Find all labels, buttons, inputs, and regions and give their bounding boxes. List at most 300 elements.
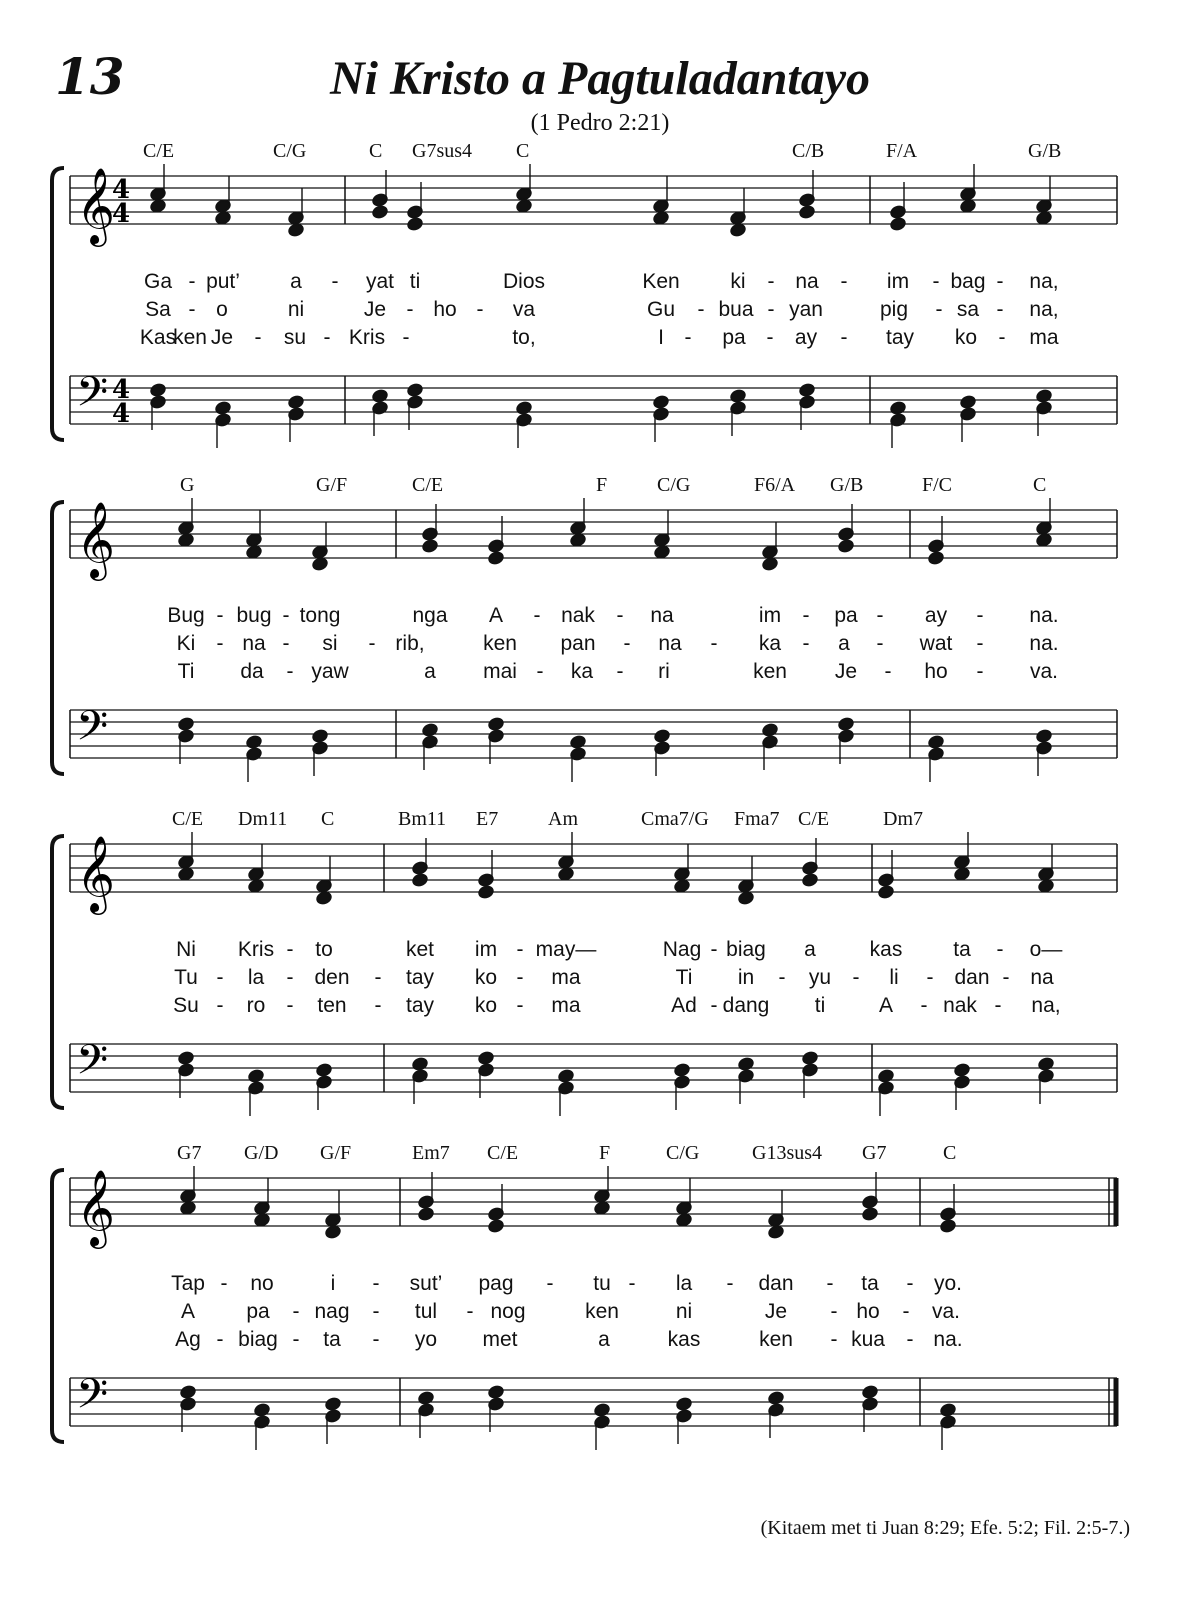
treble-note-head <box>488 551 505 566</box>
chord-symbol: C/E <box>172 808 204 830</box>
syllable-hyphen: - <box>1002 966 1010 989</box>
lyric-syllable: met <box>482 1328 518 1351</box>
lyric-syllable: ken <box>753 660 787 683</box>
syllable-hyphen: - <box>906 1272 914 1295</box>
syllable-hyphen: - <box>220 1272 228 1295</box>
lyric-syllable: A <box>180 1300 196 1323</box>
treble-note-head <box>676 1213 693 1228</box>
lyric-syllable: nag <box>314 1300 350 1323</box>
lyric-syllable: in <box>737 966 755 989</box>
lyric-verse-3 <box>0 1328 1200 1354</box>
lyric-syllable: Su <box>173 994 199 1017</box>
lyric-syllable: Sa <box>145 298 171 321</box>
syllable-hyphen: - <box>216 604 224 627</box>
bass-note-head <box>254 1403 271 1418</box>
music-system-2 <box>0 474 1200 784</box>
treble-note-head <box>178 867 195 882</box>
lyric-verse-3 <box>0 326 1200 352</box>
lyric-syllable: tay <box>405 994 435 1017</box>
syllable-hyphen: - <box>476 298 484 321</box>
lyric-syllable: na <box>242 632 266 655</box>
treble-note-head <box>954 867 971 882</box>
syllable-hyphen: - <box>684 326 692 349</box>
treble-note-head <box>418 1207 435 1222</box>
music-system-1 <box>0 140 1200 450</box>
treble-note-head <box>150 199 167 214</box>
lyric-syllable: va. <box>1029 660 1059 683</box>
music-system-3 <box>0 808 1200 1118</box>
lyric-syllable: ho <box>924 660 948 683</box>
lyric-syllable: na, <box>1029 270 1059 293</box>
syllable-hyphen: - <box>778 966 786 989</box>
lyric-syllable: im <box>886 270 910 293</box>
lyric-syllable: Ga <box>143 270 173 293</box>
syllable-hyphen: - <box>852 966 860 989</box>
bass-note-head <box>178 717 195 732</box>
syllable-hyphen: - <box>710 938 718 961</box>
lyric-syllable: Kris <box>348 326 386 349</box>
lyric-syllable: ti <box>814 994 826 1017</box>
lyric-syllable: wat <box>919 632 953 655</box>
syllable-hyphen: - <box>546 1272 554 1295</box>
treble-note-head <box>878 885 895 900</box>
lyric-syllable: nog <box>490 1300 526 1323</box>
syllable-hyphen: - <box>826 1272 834 1295</box>
lyric-syllable: na. <box>1029 604 1059 627</box>
bass-note-head <box>558 1069 575 1084</box>
lyric-syllable: la <box>675 1272 693 1295</box>
bass-clef-icon: 𝄢 <box>76 1370 109 1428</box>
chord-symbol: C <box>516 140 530 162</box>
lyric-syllable: pig <box>879 298 909 321</box>
treble-note-head <box>799 205 816 220</box>
treble-note-head <box>940 1219 957 1234</box>
bass-note-head <box>178 1051 195 1066</box>
lyric-syllable: ro <box>246 994 266 1017</box>
lyric-syllable: a <box>424 660 436 683</box>
lyric-syllable: tul <box>414 1300 438 1323</box>
lyric-syllable: na, <box>1029 298 1059 321</box>
treble-note-head <box>325 1225 342 1240</box>
syllable-hyphen: - <box>623 632 631 655</box>
lyric-syllable: to, <box>512 326 536 349</box>
syllable-hyphen: - <box>996 938 1004 961</box>
treble-note-head <box>1036 211 1053 226</box>
bass-note-head <box>954 1063 971 1078</box>
song-number: 13 <box>55 47 125 106</box>
chord-symbol: C <box>1033 474 1047 496</box>
lyric-syllable: Ki <box>176 632 196 655</box>
bass-note-head <box>799 383 816 398</box>
treble-note-head <box>674 879 691 894</box>
lyric-verse-1 <box>0 1272 1200 1298</box>
scripture-reference: (1 Pedro 2:21) <box>530 110 670 136</box>
lyric-syllable: ay <box>794 326 818 349</box>
lyric-syllable: put’ <box>206 270 240 293</box>
treble-note-head <box>654 545 671 560</box>
lyric-syllable: pa <box>722 326 746 349</box>
lyric-syllable: pa <box>834 604 858 627</box>
lyric-syllable: o— <box>1029 938 1063 961</box>
bass-note-head <box>412 1057 429 1072</box>
chord-symbol: C/E <box>798 808 830 830</box>
syllable-hyphen: - <box>516 994 524 1017</box>
treble-note-head <box>1038 879 1055 894</box>
syllable-hyphen: - <box>466 1300 474 1323</box>
syllable-hyphen: - <box>286 994 294 1017</box>
treble-note-head <box>1036 533 1053 548</box>
syllable-hyphen: - <box>368 632 376 655</box>
syllable-hyphen: - <box>292 1300 300 1323</box>
lyric-verse-1 <box>0 270 1200 296</box>
lyric-syllable: Je <box>210 326 234 349</box>
syllable-hyphen: - <box>976 660 984 683</box>
lyric-syllable: ma <box>551 994 581 1017</box>
song-title: Ni Kristo a Pagtuladantayo <box>329 52 871 105</box>
syllable-hyphen: - <box>802 632 810 655</box>
syllable-hyphen: - <box>216 994 224 1017</box>
syllable-hyphen: - <box>292 1328 300 1351</box>
syllable-hyphen: - <box>926 966 934 989</box>
lyric-syllable: dang <box>722 994 770 1017</box>
chord-symbol: C/G <box>273 140 307 162</box>
syllable-hyphen: - <box>976 604 984 627</box>
chord-symbol: F/A <box>886 140 918 162</box>
syllable-hyphen: - <box>935 298 943 321</box>
treble-note-head <box>928 551 945 566</box>
lyric-syllable: yat <box>365 270 395 293</box>
time-signature-top: 4 <box>112 375 131 405</box>
lyric-syllable: pag <box>478 1272 514 1295</box>
bass-note-head <box>478 1051 495 1066</box>
syllable-hyphen: - <box>286 660 294 683</box>
treble-note-head <box>312 557 329 572</box>
lyric-syllable: nak <box>561 604 595 627</box>
lyric-verse-2 <box>0 632 1200 658</box>
bass-note-head <box>594 1403 611 1418</box>
treble-clef-icon: 𝄞 <box>76 835 116 912</box>
lyric-syllable: su <box>283 326 307 349</box>
lyric-syllable: a <box>804 938 816 961</box>
lyric-syllable: ri <box>658 660 670 683</box>
syllable-hyphen: - <box>830 1300 838 1323</box>
treble-note-head <box>288 223 305 238</box>
syllable-hyphen: - <box>998 326 1006 349</box>
syllable-hyphen: - <box>767 298 775 321</box>
lyric-syllable: dan <box>954 966 990 989</box>
treble-note-head <box>372 205 389 220</box>
syllable-hyphen: - <box>994 994 1002 1017</box>
lyric-syllable: Je <box>363 298 387 321</box>
lyric-syllable: tay <box>405 966 435 989</box>
syllable-hyphen: - <box>533 604 541 627</box>
lyric-syllable: biag <box>238 1328 278 1351</box>
lyric-syllable: ni <box>287 298 305 321</box>
bass-note-head <box>372 389 389 404</box>
lyric-syllable: kua <box>851 1328 885 1351</box>
lyric-syllable: to <box>315 938 333 961</box>
bass-note-head <box>312 729 329 744</box>
chord-symbol: Em7 <box>412 1142 450 1164</box>
lyric-syllable: ta <box>953 938 971 961</box>
lyric-syllable: Tap <box>171 1272 205 1295</box>
bass-note-head <box>316 1063 333 1078</box>
bass-note-head <box>676 1397 693 1412</box>
treble-note-head <box>570 533 587 548</box>
lyric-syllable: ki <box>730 270 746 293</box>
lyric-verse-2 <box>0 298 1200 324</box>
lyric-syllable: Tu <box>174 966 198 989</box>
syllable-hyphen: - <box>628 1272 636 1295</box>
syllable-hyphen: - <box>374 994 382 1017</box>
lyric-syllable: tay <box>885 326 915 349</box>
bass-note-head <box>1038 1057 1055 1072</box>
bass-note-head <box>488 1385 505 1400</box>
bass-note-head <box>762 723 779 738</box>
lyric-syllable: yu <box>808 966 832 989</box>
lyric-verse-2 <box>0 966 1200 992</box>
syllable-hyphen: - <box>697 298 705 321</box>
bass-note-head <box>738 1057 755 1072</box>
lyric-syllable: pa <box>246 1300 270 1323</box>
lyric-syllable: sa <box>956 298 980 321</box>
syllable-hyphen: - <box>188 270 196 293</box>
treble-clef-icon: 𝄞 <box>76 501 116 578</box>
treble-note-head <box>316 891 333 906</box>
treble-note-head <box>838 539 855 554</box>
lyric-syllable: si <box>322 632 338 655</box>
lyric-syllable: bag <box>950 270 986 293</box>
lyric-syllable: a <box>598 1328 610 1351</box>
syllable-hyphen: - <box>286 938 294 961</box>
lyric-syllable: Ti <box>177 660 195 683</box>
treble-note-head <box>178 533 195 548</box>
treble-note-head <box>762 557 779 572</box>
chord-symbol: E7 <box>476 808 499 830</box>
syllable-hyphen: - <box>710 632 718 655</box>
bass-clef-icon: 𝄢 <box>76 1036 109 1094</box>
chord-symbol: Am <box>548 808 578 830</box>
lyric-syllable: yo. <box>933 1272 963 1295</box>
bass-note-head <box>1036 729 1053 744</box>
lyric-verse-3 <box>0 660 1200 686</box>
treble-note-head <box>960 199 977 214</box>
chord-symbol: C/E <box>412 474 444 496</box>
syllable-hyphen: - <box>323 326 331 349</box>
lyric-syllable: a <box>290 270 302 293</box>
chord-symbol: C/E <box>487 1142 519 1164</box>
lyric-syllable: Dios <box>502 270 546 293</box>
time-signature-top: 4 <box>112 175 131 205</box>
lyric-syllable: va <box>512 298 536 321</box>
treble-note-head <box>516 199 533 214</box>
bass-note-head <box>674 1063 691 1078</box>
bass-note-head <box>418 1391 435 1406</box>
lyric-syllable: ti <box>409 270 421 293</box>
bass-note-head <box>878 1069 895 1084</box>
syllable-hyphen: - <box>767 270 775 293</box>
syllable-hyphen: - <box>282 632 290 655</box>
syllable-hyphen: - <box>830 1328 838 1351</box>
treble-note-head <box>802 873 819 888</box>
syllable-hyphen: - <box>402 326 410 349</box>
treble-note-head <box>180 1201 197 1216</box>
chord-symbol: F6/A <box>754 474 796 496</box>
treble-note-head <box>890 217 907 232</box>
bass-note-head <box>862 1385 879 1400</box>
bass-note-head <box>570 735 587 750</box>
lyric-syllable: na. <box>1029 632 1059 655</box>
treble-note-head <box>738 891 755 906</box>
lyric-syllable: o <box>216 298 228 321</box>
bass-note-head <box>215 401 232 416</box>
lyric-syllable: kas <box>869 938 903 961</box>
chord-symbol: G <box>180 474 195 496</box>
lyric-syllable: ko <box>474 966 498 989</box>
bass-note-head <box>248 1069 265 1084</box>
bass-note-head <box>940 1403 957 1418</box>
lyric-syllable: i <box>330 1272 336 1295</box>
syllable-hyphen: - <box>216 1328 224 1351</box>
lyric-syllable: kas <box>667 1328 701 1351</box>
chord-symbol: G/B <box>830 474 864 496</box>
syllable-hyphen: - <box>976 632 984 655</box>
treble-note-head <box>730 223 747 238</box>
syllable-hyphen: - <box>372 1300 380 1323</box>
lyric-syllable: ten <box>317 994 347 1017</box>
syllable-hyphen: - <box>996 298 1004 321</box>
lyric-syllable: im <box>474 938 498 961</box>
lyric-syllable: na <box>1030 966 1054 989</box>
chord-symbol: G/D <box>244 1142 279 1164</box>
bass-note-head <box>768 1391 785 1406</box>
syllable-hyphen: - <box>876 632 884 655</box>
bass-note-head <box>288 395 305 410</box>
lyric-syllable: no <box>250 1272 274 1295</box>
syllable-hyphen: - <box>286 966 294 989</box>
chord-symbol: G7 <box>862 1142 887 1164</box>
bass-note-head <box>1036 389 1053 404</box>
lyric-syllable: I <box>658 326 664 349</box>
lyric-syllable: Ti <box>675 966 693 989</box>
syllable-hyphen: - <box>876 604 884 627</box>
lyric-syllable: ken <box>173 326 207 349</box>
lyric-syllable: ta <box>861 1272 879 1295</box>
lyric-syllable: nga <box>412 604 448 627</box>
lyric-syllable: ko <box>954 326 978 349</box>
lyric-syllable: may— <box>535 938 597 961</box>
lyric-verse-1 <box>0 604 1200 630</box>
footnote-references: (Kitaem met ti Juan 8:29; Efe. 5:2; Fil. 2:5-7.) <box>760 1517 1130 1539</box>
lyric-syllable: Ni <box>176 938 196 961</box>
lyric-syllable: na <box>650 604 674 627</box>
treble-note-head <box>862 1207 879 1222</box>
music-system-4 <box>0 1142 1200 1452</box>
lyric-syllable: ket <box>405 938 435 961</box>
lyric-syllable: A <box>878 994 894 1017</box>
syllable-hyphen: - <box>710 994 718 1017</box>
bass-note-head <box>730 389 747 404</box>
lyric-syllable: tong <box>299 604 341 627</box>
lyric-syllable: na, <box>1031 994 1061 1017</box>
chord-symbol: F <box>596 474 608 496</box>
syllable-hyphen: - <box>840 270 848 293</box>
treble-note-head <box>594 1201 611 1216</box>
syllable-hyphen: - <box>406 298 414 321</box>
chord-symbol: C <box>943 1142 957 1164</box>
treble-note-head <box>653 211 670 226</box>
lyric-syllable: na. <box>933 1328 963 1351</box>
bass-note-head <box>407 383 424 398</box>
lyric-syllable: im <box>758 604 782 627</box>
chord-symbol: G/F <box>316 474 348 496</box>
lyric-syllable: ni <box>675 1300 693 1323</box>
time-signature-bottom: 4 <box>112 199 131 229</box>
bass-note-head <box>516 401 533 416</box>
syllable-hyphen: - <box>616 660 624 683</box>
lyric-syllable: ka <box>758 632 782 655</box>
lyric-syllable: Ad <box>671 994 697 1017</box>
syllable-hyphen: - <box>516 938 524 961</box>
syllable-hyphen: - <box>906 1328 914 1351</box>
lyric-syllable: yo <box>414 1328 438 1351</box>
chord-symbol: Fma7 <box>734 808 780 830</box>
chord-symbol: G/F <box>320 1142 352 1164</box>
lyric-syllable: yan <box>789 298 823 321</box>
treble-note-head <box>407 217 424 232</box>
syllable-hyphen: - <box>840 326 848 349</box>
time-signature-bottom: 4 <box>112 399 131 429</box>
syllable-hyphen: - <box>920 994 928 1017</box>
treble-note-head <box>254 1213 271 1228</box>
lyric-syllable: dan <box>758 1272 794 1295</box>
lyric-syllable: den <box>314 966 350 989</box>
lyric-verse-1 <box>0 938 1200 964</box>
treble-note-head <box>215 211 232 226</box>
syllable-hyphen: - <box>216 632 224 655</box>
syllable-hyphen: - <box>766 326 774 349</box>
bass-note-head <box>653 395 670 410</box>
chord-symbol: F <box>599 1142 611 1164</box>
bass-note-head <box>180 1385 197 1400</box>
lyric-syllable: mai <box>483 660 517 683</box>
lyric-syllable: Gu <box>646 298 676 321</box>
chord-symbol: Bm11 <box>398 808 447 830</box>
lyric-syllable: ko <box>474 994 498 1017</box>
syllable-hyphen: - <box>902 1300 910 1323</box>
lyric-syllable: nak <box>943 994 977 1017</box>
bass-note-head <box>928 735 945 750</box>
syllable-hyphen: - <box>516 966 524 989</box>
lyric-syllable: na <box>658 632 682 655</box>
syllable-hyphen: - <box>932 270 940 293</box>
bass-clef-icon: 𝄢 <box>76 368 109 426</box>
lyric-syllable: Ken <box>642 270 680 293</box>
lyric-syllable: Ag <box>175 1328 201 1351</box>
syllable-hyphen: - <box>282 604 290 627</box>
lyric-syllable: va. <box>931 1300 961 1323</box>
lyric-verse-3 <box>0 994 1200 1020</box>
lyric-syllable: pan <box>560 632 596 655</box>
syllable-hyphen: - <box>188 298 196 321</box>
lyric-syllable: Bug <box>167 604 205 627</box>
lyric-syllable: tu <box>593 1272 611 1295</box>
chord-symbol: G7sus4 <box>412 140 473 162</box>
chord-symbol: C <box>369 140 383 162</box>
syllable-hyphen: - <box>726 1272 734 1295</box>
treble-note-head <box>246 545 263 560</box>
lyric-syllable: Kris <box>237 938 275 961</box>
